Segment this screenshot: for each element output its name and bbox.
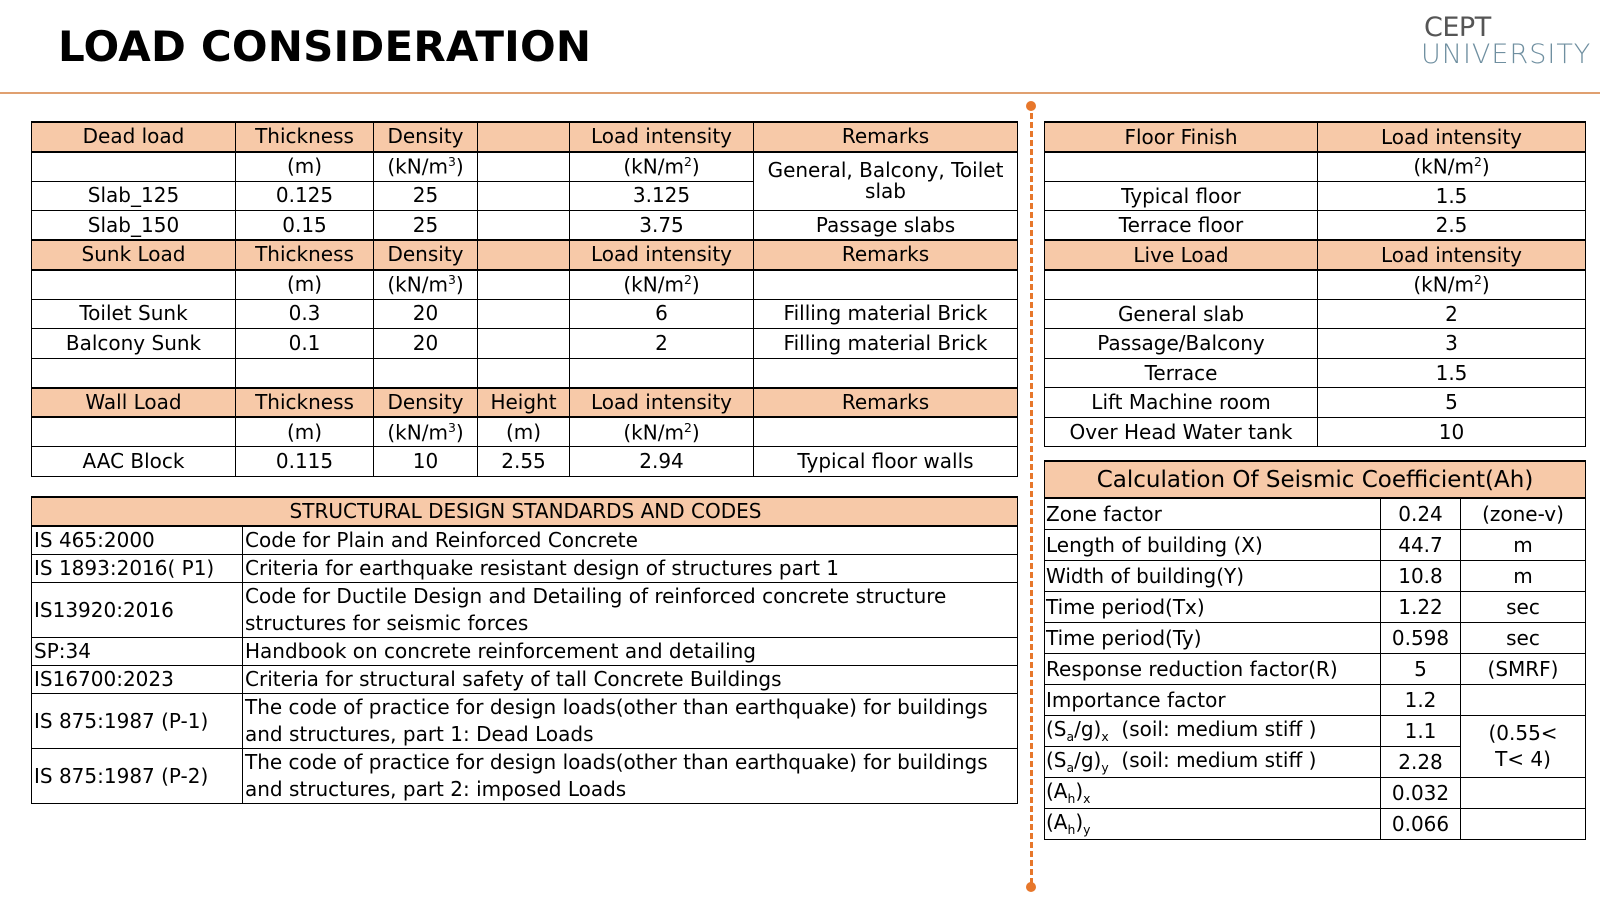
sa-mid: /g) <box>1074 717 1102 741</box>
table-cell: Passage slabs <box>754 211 1018 241</box>
table-header-cell: Load intensity <box>570 122 754 152</box>
sunk-load-units-row <box>32 270 1018 300</box>
unit-close: ) <box>1481 272 1490 297</box>
live-load-units-row <box>1045 270 1586 300</box>
unit-sup: 2 <box>1473 272 1482 288</box>
table-cell: 2 <box>570 329 754 359</box>
table-cell: 1.5 <box>1318 181 1586 211</box>
unit-cell <box>32 270 236 300</box>
unit-cell <box>374 152 478 182</box>
table-cell: AAC Block <box>32 447 236 477</box>
ah-open: (A <box>1046 779 1068 803</box>
seismic-unit: m <box>1461 560 1586 591</box>
seismic-row <box>1045 715 1586 746</box>
unit-sup: 3 <box>447 272 456 288</box>
code-cell: IS 1893:2016( P1) <box>32 555 243 583</box>
ah-axis-sub: x <box>1083 791 1091 806</box>
ah-sub: h <box>1067 791 1076 806</box>
seismic-unit: sec <box>1461 591 1586 622</box>
code-desc-cell: Criteria for structural safety of tall Concrete Buildings <box>243 666 1018 694</box>
sa-sub: a <box>1066 760 1075 775</box>
table-cell: 20 <box>374 329 478 359</box>
seismic-value: 0.032 <box>1381 777 1461 808</box>
code-desc-cell: Code for Plain and Reinforced Concrete <box>243 526 1018 555</box>
unit-text: (kN/m <box>623 272 684 297</box>
table-cell: 0.1 <box>236 329 374 359</box>
seismic-row <box>1045 653 1586 684</box>
unit-cell <box>570 152 754 182</box>
code-row <box>32 638 1018 666</box>
live-load-header-row <box>1045 240 1586 270</box>
table-header-cell: Remarks <box>754 122 1018 152</box>
table-header-cell: Sunk Load <box>32 240 236 270</box>
codes-title: STRUCTURAL DESIGN STANDARDS AND CODES <box>32 497 1018 526</box>
unit-cell <box>374 270 478 300</box>
table-cell: 3 <box>1318 329 1586 359</box>
table-row <box>1045 181 1586 211</box>
ah-close: ) <box>1075 779 1084 803</box>
code-desc-cell: Handbook on concrete reinforcement and detailing <box>243 638 1018 666</box>
unit-cell <box>32 417 236 447</box>
table-cell: General slab <box>1045 299 1318 329</box>
seismic-label: Width of building(Y) <box>1045 560 1381 591</box>
table-header-cell <box>478 240 570 270</box>
code-cell: IS 875:1987 (P-2) <box>32 749 243 804</box>
table-cell: 10 <box>374 447 478 477</box>
seismic-value: 1.1 <box>1381 715 1461 746</box>
seismic-row <box>1045 529 1586 560</box>
table-cell: Slab_150 <box>32 211 236 241</box>
table-cell: Lift Machine room <box>1045 388 1318 418</box>
table-cell: 25 <box>374 181 478 211</box>
seismic-value: 10.8 <box>1381 560 1461 591</box>
table-header-cell: Load intensity <box>570 240 754 270</box>
table-cell: Terrace floor <box>1045 211 1318 241</box>
unit-cell: (m) <box>236 270 374 300</box>
codes-table <box>31 496 1018 804</box>
seismic-coefficient-table <box>1044 460 1586 840</box>
sa-soil: (soil: medium stiff ) <box>1108 717 1317 741</box>
code-desc-cell: The code of practice for design loads(other than earthquake) for buildings and structures, part 1: Dead Loads <box>243 694 1018 749</box>
code-row <box>32 526 1018 555</box>
unit-sup: 3 <box>447 154 456 170</box>
code-row <box>32 555 1018 583</box>
ah-axis-sub: y <box>1083 822 1091 837</box>
code-row <box>32 694 1018 749</box>
seismic-label: Time period(Ty) <box>1045 622 1381 653</box>
seismic-unit <box>1461 808 1586 839</box>
sa-g-x-label <box>1045 715 1381 746</box>
seismic-row <box>1045 591 1586 622</box>
table-cell <box>754 358 1018 388</box>
seismic-value: 0.598 <box>1381 622 1461 653</box>
sa-axis-sub: y <box>1101 760 1109 775</box>
seismic-label: Zone factor <box>1045 498 1381 529</box>
table-cell: 2.55 <box>478 447 570 477</box>
code-desc-cell: Criteria for earthquake resistant design of structures part 1 <box>243 555 1018 583</box>
table-row-empty <box>32 358 1018 388</box>
seismic-row <box>1045 622 1586 653</box>
table-header-cell: Floor Finish <box>1045 122 1318 152</box>
unit-cell <box>570 417 754 447</box>
unit-text: (kN/m <box>387 154 448 179</box>
seismic-value: 5 <box>1381 653 1461 684</box>
period-range-note: (0.55< T< 4) <box>1461 715 1586 777</box>
seismic-label: Importance factor <box>1045 684 1381 715</box>
code-row <box>32 666 1018 694</box>
seismic-unit: sec <box>1461 622 1586 653</box>
unit-close: ) <box>455 272 464 297</box>
table-cell <box>32 358 236 388</box>
table-header-cell: Load intensity <box>570 388 754 418</box>
table-row <box>1045 388 1586 418</box>
sa-open: (S <box>1046 717 1067 741</box>
table-header-cell: Density <box>374 388 478 418</box>
table-cell: 0.115 <box>236 447 374 477</box>
unit-cell <box>478 270 570 300</box>
table-cell: 5 <box>1318 388 1586 418</box>
unit-cell <box>32 152 236 182</box>
table-cell: 10 <box>1318 417 1586 447</box>
floor-live-load-table <box>1044 121 1586 447</box>
table-header-cell: Dead load <box>32 122 236 152</box>
table-row <box>1045 329 1586 359</box>
seismic-label: Length of building (X) <box>1045 529 1381 560</box>
ah-sub: h <box>1067 822 1076 837</box>
ah-x-label <box>1045 777 1381 808</box>
sa-sub: a <box>1066 729 1075 744</box>
unit-cell: (m) <box>236 417 374 447</box>
unit-text: (kN/m <box>1413 154 1474 179</box>
unit-close: ) <box>455 420 464 445</box>
table-header-cell: Thickness <box>236 122 374 152</box>
unit-text: (kN/m <box>387 420 448 445</box>
unit-cell: (m) <box>236 152 374 182</box>
table-header-cell: Load intensity <box>1318 240 1586 270</box>
unit-sup: 3 <box>447 419 456 435</box>
seismic-unit: (SMRF) <box>1461 653 1586 684</box>
seismic-value: 2.28 <box>1381 746 1461 777</box>
table-cell: Over Head Water tank <box>1045 417 1318 447</box>
seismic-value: 0.24 <box>1381 498 1461 529</box>
unit-cell <box>1045 270 1318 300</box>
unit-cell <box>1318 270 1586 300</box>
unit-close: ) <box>691 154 700 179</box>
seismic-value: 44.7 <box>1381 529 1461 560</box>
sa-open: (S <box>1046 748 1067 772</box>
table-row <box>32 447 1018 477</box>
table-cell: Filling material Brick <box>754 299 1018 329</box>
seismic-title: Calculation Of Seismic Coefficient(Ah) <box>1045 461 1586 498</box>
table-cell: Slab_125 <box>32 181 236 211</box>
unit-cell <box>570 270 754 300</box>
seismic-label: Response reduction factor(R) <box>1045 653 1381 684</box>
codes-header-row <box>32 497 1018 526</box>
table-cell: Terrace <box>1045 358 1318 388</box>
column-divider <box>1030 104 1033 884</box>
code-cell: IS13920:2016 <box>32 583 243 638</box>
ah-open: (A <box>1046 810 1068 834</box>
unit-sup: 2 <box>683 272 692 288</box>
table-header-cell: Thickness <box>236 240 374 270</box>
divider-dot-bottom <box>1026 882 1036 892</box>
table-cell <box>478 299 570 329</box>
table-cell <box>236 358 374 388</box>
sa-soil: (soil: medium stiff ) <box>1108 748 1317 772</box>
header-rule <box>0 92 1600 94</box>
code-desc-cell: The code of practice for design loads(other than earthquake) for buildings and structures, part 2: imposed Loads <box>243 749 1018 804</box>
code-row <box>32 749 1018 804</box>
table-cell: 25 <box>374 211 478 241</box>
table-row <box>1045 299 1586 329</box>
ah-y-label <box>1045 808 1381 839</box>
table-cell <box>478 358 570 388</box>
table-cell: Filling material Brick <box>754 329 1018 359</box>
code-cell: IS 465:2000 <box>32 526 243 555</box>
divider-dot-top <box>1026 101 1036 111</box>
table-header-cell <box>478 122 570 152</box>
load-table <box>31 121 1018 477</box>
sa-mid: /g) <box>1074 748 1102 772</box>
table-cell: 0.125 <box>236 181 374 211</box>
table-cell: 20 <box>374 299 478 329</box>
table-header-cell: Thickness <box>236 388 374 418</box>
table-cell <box>478 181 570 211</box>
table-cell: 2.5 <box>1318 211 1586 241</box>
table-row <box>32 211 1018 241</box>
table-cell: Typical floor walls <box>754 447 1018 477</box>
unit-sup: 2 <box>1473 154 1482 170</box>
unit-text: (kN/m <box>387 272 448 297</box>
unit-cell <box>1318 152 1586 182</box>
code-cell: IS16700:2023 <box>32 666 243 694</box>
unit-close: ) <box>691 272 700 297</box>
table-cell: 6 <box>570 299 754 329</box>
code-cell: IS 875:1987 (P-1) <box>32 694 243 749</box>
cept-university-logo <box>1421 12 1592 74</box>
table-header-cell: Live Load <box>1045 240 1318 270</box>
dead-load-units-row <box>32 152 1018 182</box>
table-cell: 2.94 <box>570 447 754 477</box>
table-row <box>1045 211 1586 241</box>
unit-text: (kN/m <box>623 420 684 445</box>
wall-load-header-row <box>32 388 1018 418</box>
seismic-value: 0.066 <box>1381 808 1461 839</box>
sa-axis-sub: x <box>1101 729 1109 744</box>
code-cell: SP:34 <box>32 638 243 666</box>
unit-close: ) <box>691 420 700 445</box>
seismic-unit: (zone-v) <box>1461 498 1586 529</box>
seismic-row <box>1045 560 1586 591</box>
unit-cell <box>1045 152 1318 182</box>
page-title: LOAD CONSIDERATION <box>58 22 592 71</box>
seismic-header-row <box>1045 461 1586 498</box>
seismic-unit <box>1461 777 1586 808</box>
table-header-cell: Wall Load <box>32 388 236 418</box>
table-header-cell: Height <box>478 388 570 418</box>
table-cell <box>478 329 570 359</box>
code-row <box>32 583 1018 638</box>
seismic-label: Time period(Tx) <box>1045 591 1381 622</box>
table-header-cell: Load intensity <box>1318 122 1586 152</box>
table-cell <box>374 358 478 388</box>
seismic-unit <box>1461 684 1586 715</box>
seismic-unit: m <box>1461 529 1586 560</box>
table-header-cell: Density <box>374 240 478 270</box>
seismic-row <box>1045 684 1586 715</box>
table-cell: Balcony Sunk <box>32 329 236 359</box>
table-cell: 3.125 <box>570 181 754 211</box>
table-row <box>32 299 1018 329</box>
table-header-cell: Remarks <box>754 388 1018 418</box>
table-row <box>1045 417 1586 447</box>
wall-load-units-row <box>32 417 1018 447</box>
seismic-row <box>1045 777 1586 808</box>
table-cell: Passage/Balcony <box>1045 329 1318 359</box>
table-cell: 0.3 <box>236 299 374 329</box>
table-cell: Typical floor <box>1045 181 1318 211</box>
table-cell: 2 <box>1318 299 1586 329</box>
floor-finish-units-row <box>1045 152 1586 182</box>
unit-text: (kN/m <box>1413 272 1474 297</box>
seismic-value: 1.2 <box>1381 684 1461 715</box>
logo-line-2: UNIVERSITY <box>1421 39 1592 70</box>
seismic-row <box>1045 808 1586 839</box>
unit-cell <box>478 152 570 182</box>
logo-line-1: CEPT <box>1424 12 1491 43</box>
unit-cell <box>374 417 478 447</box>
unit-cell: (m) <box>478 417 570 447</box>
unit-sup: 2 <box>683 154 692 170</box>
table-cell: 1.5 <box>1318 358 1586 388</box>
floor-finish-header-row <box>1045 122 1586 152</box>
unit-sup: 2 <box>683 419 692 435</box>
remarks-cell: General, Balcony, Toilet slab <box>754 152 1018 211</box>
sa-g-y-label <box>1045 746 1381 777</box>
table-cell: Toilet Sunk <box>32 299 236 329</box>
table-row <box>32 329 1018 359</box>
seismic-row <box>1045 498 1586 529</box>
seismic-value: 1.22 <box>1381 591 1461 622</box>
table-row <box>1045 358 1586 388</box>
unit-close: ) <box>455 154 464 179</box>
table-cell: 0.15 <box>236 211 374 241</box>
table-cell <box>478 211 570 241</box>
unit-text: (kN/m <box>623 154 684 179</box>
unit-cell <box>754 270 1018 300</box>
table-cell <box>570 358 754 388</box>
table-header-cell: Density <box>374 122 478 152</box>
table-header-cell: Remarks <box>754 240 1018 270</box>
unit-close: ) <box>1481 154 1490 179</box>
sunk-load-header-row <box>32 240 1018 270</box>
code-desc-cell: Code for Ductile Design and Detailing of reinforced concrete structure structures for seismic forces <box>243 583 1018 638</box>
dead-load-header-row <box>32 122 1018 152</box>
table-cell: 3.75 <box>570 211 754 241</box>
unit-cell <box>754 417 1018 447</box>
ah-close: ) <box>1075 810 1084 834</box>
